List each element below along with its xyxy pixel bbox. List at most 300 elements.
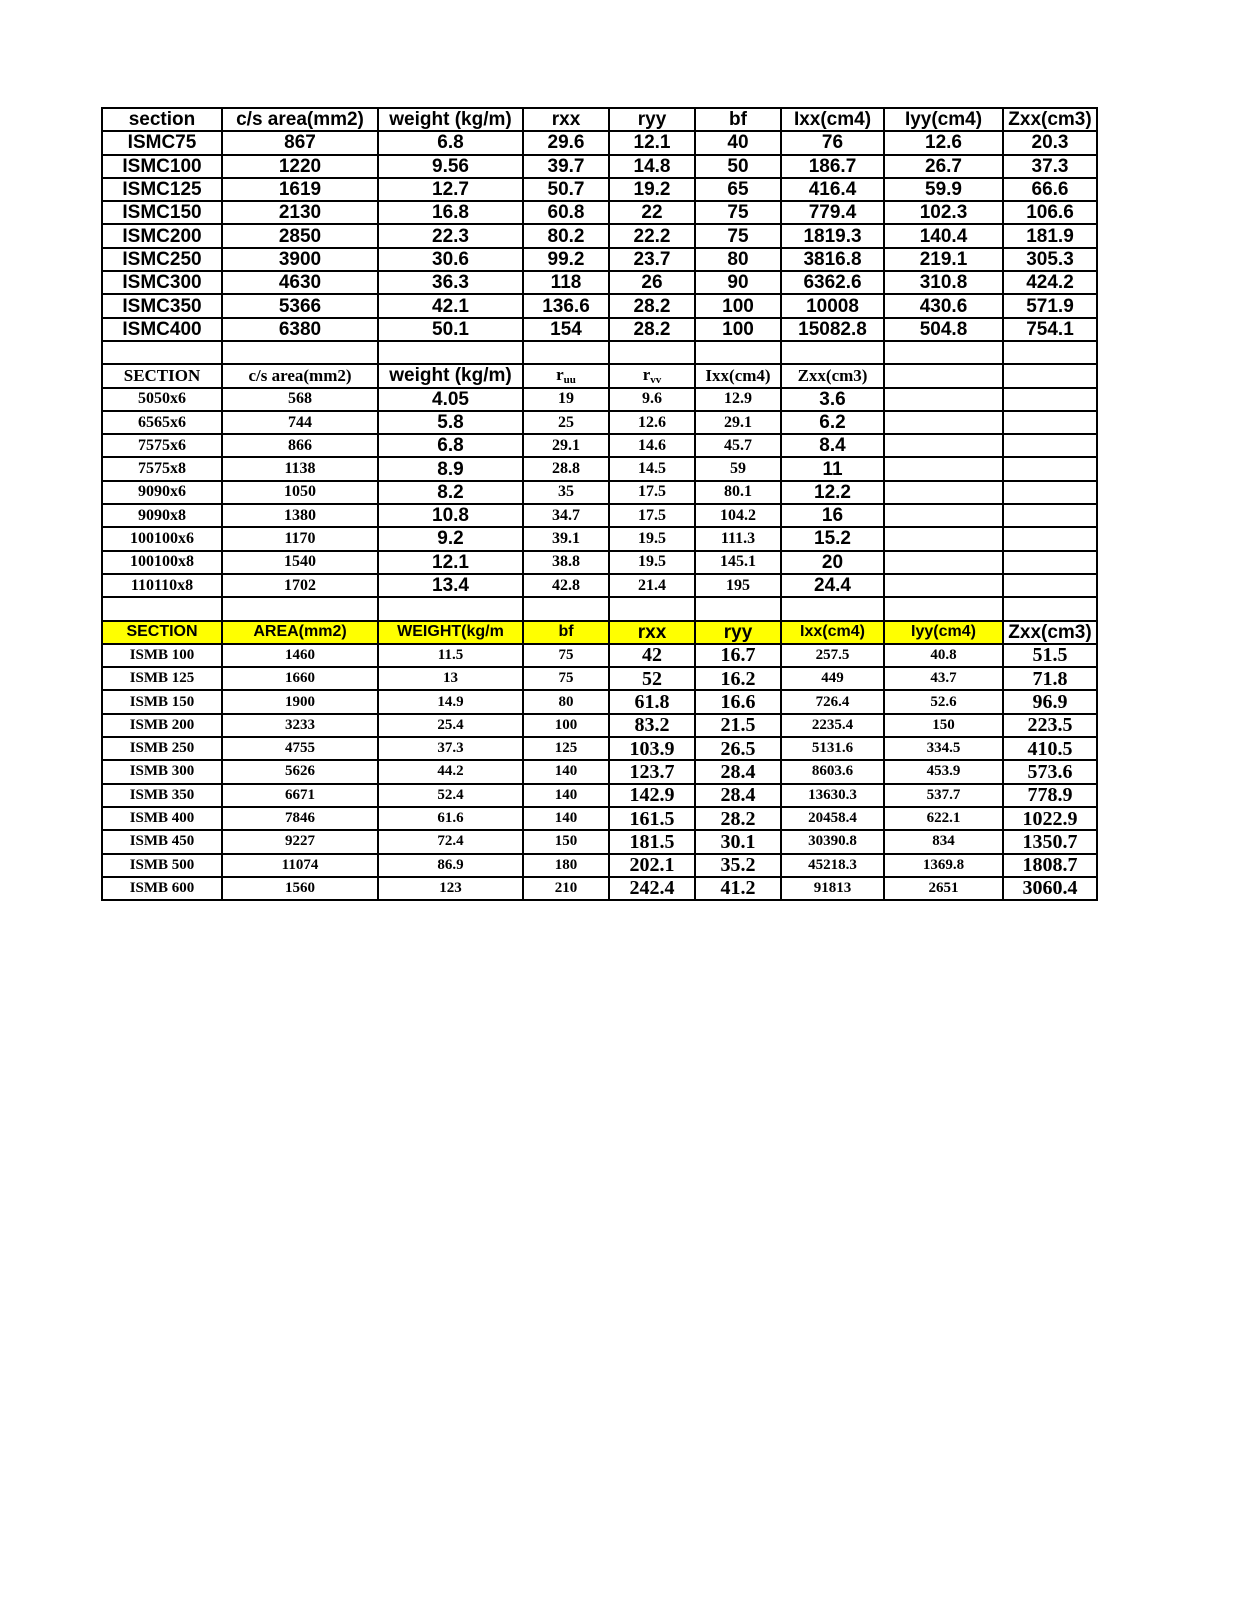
channel-value-cell: 106.6 (1003, 201, 1097, 224)
channel-value-cell: 22 (609, 201, 695, 224)
channel-value-cell: 26.7 (884, 155, 1003, 178)
beam-value-cell: 8603.6 (781, 760, 884, 783)
beam-value-cell: 35.2 (695, 854, 781, 877)
beam-value-cell: 13630.3 (781, 784, 884, 807)
angle-value-cell: 29.1 (523, 434, 609, 457)
empty-cell (1003, 481, 1097, 504)
beam-row (102, 830, 1097, 853)
channel-value-cell: 50.1 (378, 318, 523, 341)
beam-value-cell: 834 (884, 830, 1003, 853)
angle-value-cell: 16 (781, 504, 884, 527)
beam-section-cell: ISMB 100 (102, 644, 222, 667)
angle-value-cell: 14.5 (609, 457, 695, 480)
channel-value-cell: 6.8 (378, 131, 523, 154)
channel-value-cell: 571.9 (1003, 294, 1097, 317)
channel-value-cell: 154 (523, 318, 609, 341)
beam-header-cell: Iyy(cm4) (884, 621, 1003, 644)
angle-value-cell: 13.4 (378, 574, 523, 597)
beam-header-cell: ryy (695, 621, 781, 644)
angle-value-cell: 59 (695, 457, 781, 480)
beam-value-cell: 242.4 (609, 877, 695, 900)
beam-value-cell: 1350.7 (1003, 830, 1097, 853)
channel-value-cell: 504.8 (884, 318, 1003, 341)
channel-header-cell: bf (695, 108, 781, 131)
rvv-sub: vv (650, 373, 662, 386)
angle-section-cell: 6565x6 (102, 411, 222, 434)
channel-value-cell: 75 (695, 201, 781, 224)
angle-value-cell: 1380 (222, 504, 378, 527)
beam-value-cell: 1022.9 (1003, 807, 1097, 830)
channel-value-cell: 100 (695, 318, 781, 341)
beam-section-cell: ISMB 125 (102, 667, 222, 690)
channel-value-cell: 136.6 (523, 294, 609, 317)
angle-header-area: c/s area(mm2) (222, 364, 378, 387)
beam-value-cell: 30.1 (695, 830, 781, 853)
beam-value-cell: 622.1 (884, 807, 1003, 830)
beam-row (102, 667, 1097, 690)
beam-value-cell: 140 (523, 784, 609, 807)
beam-value-cell: 3060.4 (1003, 877, 1097, 900)
angle-value-cell: 11 (781, 457, 884, 480)
channel-value-cell: 12.1 (609, 131, 695, 154)
channel-section-cell: ISMC75 (102, 131, 222, 154)
beam-value-cell: 1560 (222, 877, 378, 900)
beam-value-cell: 1660 (222, 667, 378, 690)
channel-value-cell: 60.8 (523, 201, 609, 224)
empty-cell (1003, 364, 1097, 387)
beam-value-cell: 30390.8 (781, 830, 884, 853)
channel-value-cell: 28.2 (609, 318, 695, 341)
angle-section-cell: 9090x8 (102, 504, 222, 527)
channel-value-cell: 50 (695, 155, 781, 178)
channel-value-cell: 1619 (222, 178, 378, 201)
angle-row (102, 551, 1097, 574)
channel-section-cell: ISMC100 (102, 155, 222, 178)
beam-header-cell: SECTION (102, 621, 222, 644)
angle-section-cell: 5050x6 (102, 388, 222, 411)
channel-header-cell: c/s area(mm2) (222, 108, 378, 131)
angle-value-cell: 45.7 (695, 434, 781, 457)
beam-value-cell: 11074 (222, 854, 378, 877)
empty-cell (884, 504, 1003, 527)
channel-value-cell: 22.2 (609, 224, 695, 247)
angle-value-cell: 12.6 (609, 411, 695, 434)
beam-row (102, 854, 1097, 877)
channel-value-cell: 9.56 (378, 155, 523, 178)
channel-value-cell: 424.2 (1003, 271, 1097, 294)
angle-value-cell: 145.1 (695, 551, 781, 574)
channel-row (102, 131, 1097, 154)
channel-section-cell: ISMC150 (102, 201, 222, 224)
beam-value-cell: 125 (523, 737, 609, 760)
empty-cell (884, 457, 1003, 480)
beam-value-cell: 91813 (781, 877, 884, 900)
angle-value-cell: 111.3 (695, 527, 781, 550)
channel-section-cell: ISMC400 (102, 318, 222, 341)
empty-cell (884, 411, 1003, 434)
angle-value-cell: 35 (523, 481, 609, 504)
angle-header-row (102, 364, 1097, 387)
channel-value-cell: 75 (695, 224, 781, 247)
channel-row (102, 224, 1097, 247)
beam-section-cell: ISMB 200 (102, 714, 222, 737)
angle-row (102, 481, 1097, 504)
channel-header-cell: Zxx(cm3) (1003, 108, 1097, 131)
beam-value-cell: 410.5 (1003, 737, 1097, 760)
channel-section-cell: ISMC350 (102, 294, 222, 317)
beam-row (102, 807, 1097, 830)
beam-header-cell: WEIGHT(kg/m (378, 621, 523, 644)
angle-value-cell: 12.1 (378, 551, 523, 574)
beam-value-cell: 1808.7 (1003, 854, 1097, 877)
beam-value-cell: 449 (781, 667, 884, 690)
channel-value-cell: 14.8 (609, 155, 695, 178)
beam-value-cell: 140 (523, 807, 609, 830)
angle-value-cell: 17.5 (609, 481, 695, 504)
beam-value-cell: 9227 (222, 830, 378, 853)
channel-value-cell: 100 (695, 294, 781, 317)
empty-cell (1003, 551, 1097, 574)
beam-value-cell: 142.9 (609, 784, 695, 807)
beam-value-cell: 61.6 (378, 807, 523, 830)
channel-section-cell: ISMC125 (102, 178, 222, 201)
beam-value-cell: 3233 (222, 714, 378, 737)
channel-header-cell: Ixx(cm4) (781, 108, 884, 131)
angle-value-cell: 19 (523, 388, 609, 411)
channel-value-cell: 16.8 (378, 201, 523, 224)
beam-value-cell: 11.5 (378, 644, 523, 667)
angle-value-cell: 29.1 (695, 411, 781, 434)
channel-value-cell: 19.2 (609, 178, 695, 201)
angle-value-cell: 15.2 (781, 527, 884, 550)
channel-value-cell: 867 (222, 131, 378, 154)
channel-value-cell: 99.2 (523, 248, 609, 271)
empty-cell (884, 481, 1003, 504)
beam-value-cell: 83.2 (609, 714, 695, 737)
channel-row (102, 294, 1097, 317)
angle-value-cell: 568 (222, 388, 378, 411)
channel-value-cell: 30.6 (378, 248, 523, 271)
beam-value-cell: 5626 (222, 760, 378, 783)
beam-value-cell: 6671 (222, 784, 378, 807)
channel-row (102, 201, 1097, 224)
angle-value-cell: 8.2 (378, 481, 523, 504)
beam-value-cell: 14.9 (378, 690, 523, 713)
channel-value-cell: 181.9 (1003, 224, 1097, 247)
beam-value-cell: 5131.6 (781, 737, 884, 760)
channel-value-cell: 416.4 (781, 178, 884, 201)
beam-section-cell: ISMB 450 (102, 830, 222, 853)
ruu-base: r (556, 364, 564, 384)
angle-header-ixx: Ixx(cm4) (695, 364, 781, 387)
angle-row (102, 411, 1097, 434)
beam-value-cell: 210 (523, 877, 609, 900)
angle-value-cell: 20 (781, 551, 884, 574)
beam-value-cell: 61.8 (609, 690, 695, 713)
beam-value-cell: 71.8 (1003, 667, 1097, 690)
beam-value-cell: 44.2 (378, 760, 523, 783)
angle-value-cell: 3.6 (781, 388, 884, 411)
section-properties-table (101, 107, 1098, 901)
beam-value-cell: 150 (884, 714, 1003, 737)
angle-value-cell: 12.9 (695, 388, 781, 411)
angle-value-cell: 1702 (222, 574, 378, 597)
beam-row (102, 644, 1097, 667)
channel-header-cell: rxx (523, 108, 609, 131)
angle-value-cell: 17.5 (609, 504, 695, 527)
angle-value-cell: 5.8 (378, 411, 523, 434)
channel-value-cell: 1819.3 (781, 224, 884, 247)
beam-section-cell: ISMB 500 (102, 854, 222, 877)
beam-value-cell: 180 (523, 854, 609, 877)
beam-row (102, 760, 1097, 783)
empty-cell (884, 574, 1003, 597)
beam-value-cell: 1460 (222, 644, 378, 667)
beam-value-cell: 537.7 (884, 784, 1003, 807)
channel-value-cell: 40 (695, 131, 781, 154)
beam-value-cell: 123.7 (609, 760, 695, 783)
angle-value-cell: 195 (695, 574, 781, 597)
channel-value-cell: 140.4 (884, 224, 1003, 247)
channel-value-cell: 26 (609, 271, 695, 294)
channel-value-cell: 39.7 (523, 155, 609, 178)
empty-cell (1003, 504, 1097, 527)
angle-header-rvv (609, 364, 695, 387)
beam-value-cell: 51.5 (1003, 644, 1097, 667)
empty-cell (1003, 434, 1097, 457)
angle-value-cell: 19.5 (609, 527, 695, 550)
beam-value-cell: 140 (523, 760, 609, 783)
channel-value-cell: 12.6 (884, 131, 1003, 154)
angle-value-cell: 9.6 (609, 388, 695, 411)
channel-row (102, 155, 1097, 178)
empty-cell (884, 551, 1003, 574)
beam-section-cell: ISMB 350 (102, 784, 222, 807)
channel-value-cell: 4630 (222, 271, 378, 294)
angle-section-cell: 7575x8 (102, 457, 222, 480)
angle-section-cell: 100100x8 (102, 551, 222, 574)
beam-section-cell: ISMB 300 (102, 760, 222, 783)
beam-value-cell: 150 (523, 830, 609, 853)
empty-cell (1003, 457, 1097, 480)
angle-value-cell: 34.7 (523, 504, 609, 527)
angle-value-cell: 25 (523, 411, 609, 434)
channel-header-cell: section (102, 108, 222, 131)
channel-value-cell: 754.1 (1003, 318, 1097, 341)
empty-cell (1003, 574, 1097, 597)
beam-value-cell: 223.5 (1003, 714, 1097, 737)
angle-value-cell: 80.1 (695, 481, 781, 504)
channel-value-cell: 310.8 (884, 271, 1003, 294)
channel-value-cell: 59.9 (884, 178, 1003, 201)
channel-value-cell: 90 (695, 271, 781, 294)
angle-value-cell: 19.5 (609, 551, 695, 574)
angle-value-cell: 21.4 (609, 574, 695, 597)
angle-row (102, 457, 1097, 480)
empty-cell (884, 434, 1003, 457)
beam-section-cell: ISMB 250 (102, 737, 222, 760)
angle-section-cell: 7575x6 (102, 434, 222, 457)
beam-value-cell: 573.6 (1003, 760, 1097, 783)
empty-cell (1003, 527, 1097, 550)
beam-header-cell: AREA(mm2) (222, 621, 378, 644)
angle-value-cell: 866 (222, 434, 378, 457)
spacer-row (102, 597, 1097, 620)
beam-value-cell: 41.2 (695, 877, 781, 900)
beam-value-cell: 20458.4 (781, 807, 884, 830)
angle-row (102, 504, 1097, 527)
channel-value-cell: 15082.8 (781, 318, 884, 341)
angle-value-cell: 1050 (222, 481, 378, 504)
beam-value-cell: 161.5 (609, 807, 695, 830)
angle-value-cell: 104.2 (695, 504, 781, 527)
angle-value-cell: 12.2 (781, 481, 884, 504)
beam-value-cell: 7846 (222, 807, 378, 830)
angle-value-cell: 744 (222, 411, 378, 434)
angle-value-cell: 4.05 (378, 388, 523, 411)
beam-value-cell: 123 (378, 877, 523, 900)
channel-value-cell: 66.6 (1003, 178, 1097, 201)
channel-value-cell: 10008 (781, 294, 884, 317)
channel-value-cell: 6362.6 (781, 271, 884, 294)
angle-value-cell: 42.8 (523, 574, 609, 597)
angle-header-weight: weight (kg/m) (378, 364, 523, 387)
channel-header-cell: weight (kg/m) (378, 108, 523, 131)
angle-row (102, 388, 1097, 411)
beam-row (102, 714, 1097, 737)
beam-value-cell: 778.9 (1003, 784, 1097, 807)
beam-value-cell: 28.2 (695, 807, 781, 830)
angle-header-zxx: Zxx(cm3) (781, 364, 884, 387)
channel-row (102, 318, 1097, 341)
beam-row (102, 784, 1097, 807)
channel-value-cell: 779.4 (781, 201, 884, 224)
channel-value-cell: 305.3 (1003, 248, 1097, 271)
channel-value-cell: 2130 (222, 201, 378, 224)
empty-cell (1003, 388, 1097, 411)
beam-value-cell: 86.9 (378, 854, 523, 877)
angle-value-cell: 24.4 (781, 574, 884, 597)
angle-value-cell: 14.6 (609, 434, 695, 457)
channel-value-cell: 2850 (222, 224, 378, 247)
channel-value-cell: 65 (695, 178, 781, 201)
channel-value-cell: 186.7 (781, 155, 884, 178)
angle-value-cell: 28.8 (523, 457, 609, 480)
angle-row (102, 574, 1097, 597)
beam-value-cell: 100 (523, 714, 609, 737)
channel-value-cell: 5366 (222, 294, 378, 317)
angle-value-cell: 10.8 (378, 504, 523, 527)
angle-section-cell: 100100x6 (102, 527, 222, 550)
channel-row (102, 271, 1097, 294)
beam-value-cell: 28.4 (695, 784, 781, 807)
empty-cell (884, 364, 1003, 387)
beam-section-cell: ISMB 400 (102, 807, 222, 830)
beam-value-cell: 202.1 (609, 854, 695, 877)
angle-value-cell: 6.8 (378, 434, 523, 457)
beam-header-cell: Zxx(cm3) (1003, 621, 1097, 644)
angle-value-cell: 1138 (222, 457, 378, 480)
empty-cell (884, 388, 1003, 411)
rvv-base: r (642, 364, 651, 384)
angle-value-cell: 38.8 (523, 551, 609, 574)
beam-value-cell: 13 (378, 667, 523, 690)
beam-value-cell: 181.5 (609, 830, 695, 853)
beam-header-row (102, 621, 1097, 644)
channel-value-cell: 3900 (222, 248, 378, 271)
beam-section-cell: ISMB 150 (102, 690, 222, 713)
empty-cell (884, 527, 1003, 550)
channel-value-cell: 42.1 (378, 294, 523, 317)
channel-value-cell: 20.3 (1003, 131, 1097, 154)
channel-row (102, 178, 1097, 201)
beam-value-cell: 52.6 (884, 690, 1003, 713)
angle-value-cell: 1170 (222, 527, 378, 550)
beam-value-cell: 726.4 (781, 690, 884, 713)
beam-value-cell: 75 (523, 644, 609, 667)
channel-section-cell: ISMC300 (102, 271, 222, 294)
channel-value-cell: 76 (781, 131, 884, 154)
beam-row (102, 877, 1097, 900)
beam-header-cell: Ixx(cm4) (781, 621, 884, 644)
channel-value-cell: 37.3 (1003, 155, 1097, 178)
channel-section-cell: ISMC200 (102, 224, 222, 247)
beam-value-cell: 257.5 (781, 644, 884, 667)
beam-row (102, 737, 1097, 760)
empty-cell (1003, 411, 1097, 434)
channel-value-cell: 50.7 (523, 178, 609, 201)
channel-header-cell: Iyy(cm4) (884, 108, 1003, 131)
angle-value-cell: 39.1 (523, 527, 609, 550)
channel-value-cell: 29.6 (523, 131, 609, 154)
beam-value-cell: 25.4 (378, 714, 523, 737)
beam-value-cell: 75 (523, 667, 609, 690)
channel-header-row (102, 108, 1097, 131)
channel-value-cell: 430.6 (884, 294, 1003, 317)
channel-value-cell: 6380 (222, 318, 378, 341)
angle-section-cell: 110110x8 (102, 574, 222, 597)
angle-value-cell: 8.4 (781, 434, 884, 457)
channel-value-cell: 3816.8 (781, 248, 884, 271)
angle-row (102, 527, 1097, 550)
beam-value-cell: 453.9 (884, 760, 1003, 783)
beam-value-cell: 96.9 (1003, 690, 1097, 713)
angle-header-ruu (523, 364, 609, 387)
beam-value-cell: 43.7 (884, 667, 1003, 690)
beam-value-cell: 16.6 (695, 690, 781, 713)
angle-value-cell: 6.2 (781, 411, 884, 434)
beam-value-cell: 334.5 (884, 737, 1003, 760)
channel-value-cell: 80 (695, 248, 781, 271)
beam-header-cell: rxx (609, 621, 695, 644)
channel-header-cell: ryy (609, 108, 695, 131)
beam-value-cell: 4755 (222, 737, 378, 760)
beam-value-cell: 45218.3 (781, 854, 884, 877)
angle-value-cell: 8.9 (378, 457, 523, 480)
beam-value-cell: 40.8 (884, 644, 1003, 667)
beam-value-cell: 37.3 (378, 737, 523, 760)
channel-value-cell: 22.3 (378, 224, 523, 247)
channel-section-cell: ISMC250 (102, 248, 222, 271)
channel-value-cell: 12.7 (378, 178, 523, 201)
beam-value-cell: 42 (609, 644, 695, 667)
angle-value-cell: 1540 (222, 551, 378, 574)
channel-value-cell: 28.2 (609, 294, 695, 317)
beam-value-cell: 1369.8 (884, 854, 1003, 877)
table-body (102, 108, 1097, 900)
beam-value-cell: 103.9 (609, 737, 695, 760)
channel-value-cell: 118 (523, 271, 609, 294)
